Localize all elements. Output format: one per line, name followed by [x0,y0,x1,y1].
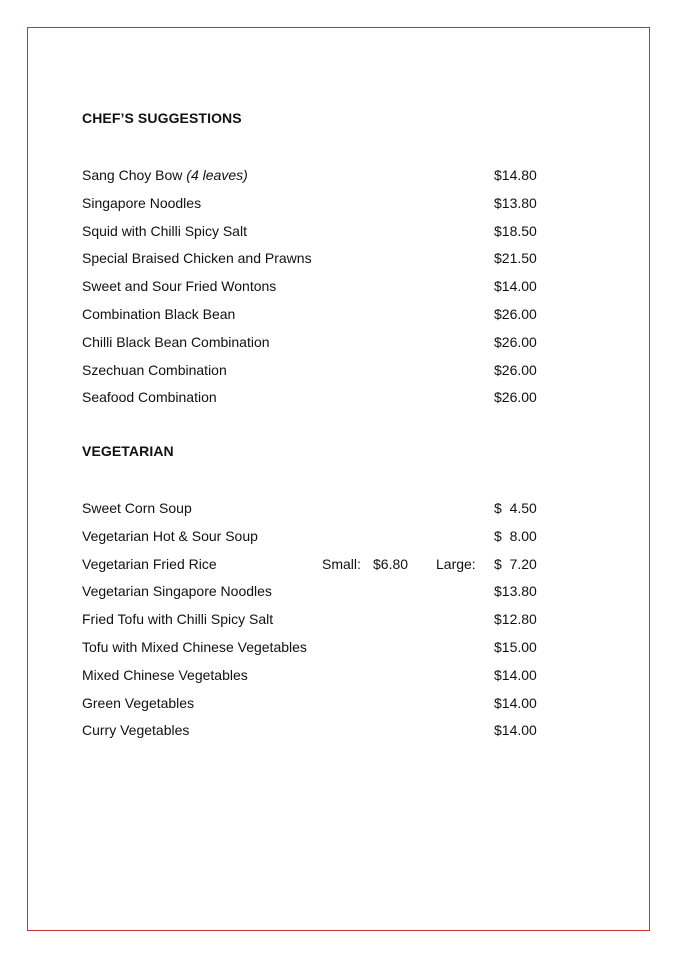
item-price: $21.50 [494,250,537,267]
item-name: Squid with Chilli Spicy Salt [82,222,247,239]
item-price: $ 4.50 [494,500,537,516]
page-border [27,27,650,931]
item-price: $12.80 [494,611,537,628]
item-name: Fried Tofu with Chilli Spicy Salt [82,611,274,628]
menu-item [82,526,542,554]
large-size-label: Large: [436,555,476,572]
item-name: Vegetarian Singapore Noodles [82,583,272,600]
item-name: Sweet Corn Soup [82,500,192,516]
item-price: $18.50 [494,222,537,239]
item-name: Chilli Black Bean Combination [82,333,270,350]
item-price: $26.00 [494,333,537,350]
section-title-chefs-suggestions: CHEF’S SUGGESTIONS [82,110,242,126]
small-size-label: Small: [322,555,361,572]
item-price: $14.00 [494,666,537,683]
item-price: $14.80 [494,167,537,183]
menu-item [82,304,542,332]
small-size-price: $6.80 [373,555,409,572]
menu-item [82,665,542,693]
item-name: Green Vegetables [82,694,195,711]
item-name: Szechuan Combination [82,361,227,378]
menu-item [82,221,542,249]
item-name: Curry Vegetables [82,722,190,739]
item-name: Tofu with Mixed Chinese Vegetables [82,638,307,655]
menu-list-chefs-suggestions [82,165,542,415]
section-title-vegetarian: VEGETARIAN [82,443,174,459]
menu-item [82,248,542,276]
item-price: $ 8.00 [494,527,537,544]
item-price: $13.80 [494,583,537,600]
menu-item [82,360,542,388]
menu-item [82,693,542,721]
menu-item [82,276,542,304]
menu-item [82,498,542,526]
item-name: Sweet and Sour Fried Wontons [82,278,277,295]
item-note: (4 leaves) [186,167,248,183]
menu-item [82,609,542,637]
item-name: Combination Black Bean [82,305,236,322]
menu-item [82,581,542,609]
item-price: $26.00 [494,305,537,322]
menu-list-vegetarian [82,498,542,748]
item-name: Vegetarian Hot & Sour Soup [82,527,258,544]
item-price: $14.00 [494,694,537,711]
item-price: $15.00 [494,638,537,655]
menu-item [82,720,542,748]
item-price: $26.00 [494,361,537,378]
menu-item [82,637,542,665]
item-name: Sang Choy Bow (4 leaves) [82,167,248,183]
menu-item [82,332,542,360]
item-name: Mixed Chinese Vegetables [82,666,248,683]
item-price: $14.00 [494,722,537,739]
item-price: $14.00 [494,278,537,295]
item-price: $ 7.20 [494,555,537,572]
menu-item [82,554,542,582]
menu-item [82,193,542,221]
item-name: Singapore Noodles [82,194,202,211]
menu-item [82,387,542,415]
item-price: $26.00 [494,389,537,406]
item-name: Vegetarian Fried Rice [82,555,217,572]
item-name: Special Braised Chicken and Prawns [82,250,312,267]
item-name: Seafood Combination [82,389,217,406]
item-price: $13.80 [494,194,537,211]
menu-item [82,165,542,193]
